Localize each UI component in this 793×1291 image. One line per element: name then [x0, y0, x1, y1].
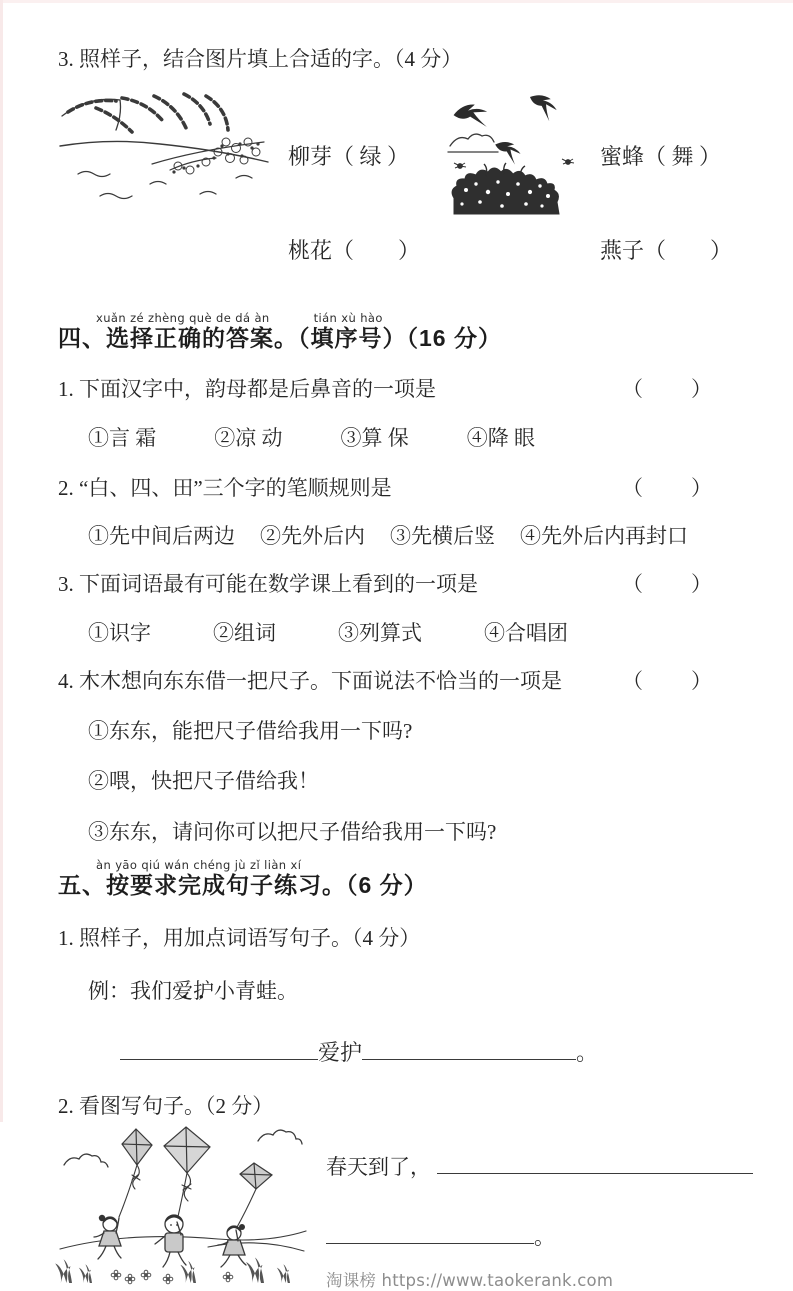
- section4-question-3: [58, 571, 714, 597]
- section-4-pinyin: [96, 312, 753, 325]
- word-pair-taohua: 桃花（ ）: [288, 238, 421, 264]
- answer-blank: （ ）: [622, 572, 714, 597]
- spring-blank-2: [326, 1221, 534, 1244]
- section4-question-4-option-1: ①东东，能把尺子借给我用一下吗?: [88, 719, 413, 744]
- word-pair-mifeng: 蜜蜂（ 舞 ）: [600, 144, 722, 170]
- word-pair-liuya: 柳芽（ 绿 ）: [288, 144, 410, 170]
- option-item: ③先横后竖: [390, 524, 495, 549]
- write-blank-right: [362, 1035, 576, 1059]
- answer-blank: （ ）: [622, 668, 714, 693]
- option-item: ②组词: [213, 620, 276, 645]
- spring-prompt: 春天到了，: [326, 1154, 431, 1179]
- write-blank-left: [120, 1035, 318, 1059]
- section4-question-1-options: [58, 425, 753, 451]
- spring-sentence-area: [308, 1125, 753, 1291]
- answer-blank: （ ）: [622, 377, 714, 402]
- section-4-pinyin-left: xuǎn zé zhèng què de dá àn: [96, 311, 270, 326]
- question-3-picture-row: [58, 84, 753, 306]
- option-item: ②凉 动: [214, 425, 283, 450]
- willow-pond-illustration: [58, 84, 274, 212]
- section-4-title: 四、选择正确的答案。（填序号）（16 分）: [58, 324, 502, 351]
- example-prefix: 例：我们: [88, 979, 172, 1004]
- option-item: ①先中间后两边: [88, 524, 235, 549]
- question-text: 4. 木木想向东东借一把尺子。下面说法不恰当的一项是: [58, 668, 562, 693]
- section-4-pinyin-right: tián xù hào: [313, 311, 383, 326]
- section5-question-2-title: 2. 看图写句子。（2 分）: [58, 1093, 274, 1118]
- section4-question-4-option-3: ③东东，请问你可以把尺子借给我用一下吗?: [88, 819, 497, 844]
- site-credit: 淘课榜 https://www.taokerank.com: [326, 1270, 614, 1290]
- answer-blank: （ ）: [622, 475, 714, 500]
- option-item: ④降 眼: [466, 425, 535, 450]
- question-3-title: 3. 照样子，结合图片填上合适的字。（4 分）: [58, 47, 463, 71]
- option-item: ①识字: [88, 620, 151, 645]
- section-5-pinyin: àn yāo qiú wán chéng jù zǐ liàn xí: [96, 857, 302, 872]
- spring-period: 。: [534, 1224, 555, 1249]
- swallows-flowers-illustration: [446, 84, 588, 216]
- section4-question-2: [58, 475, 714, 501]
- sentence-period: 。: [576, 1039, 599, 1065]
- question-text: 2. “白、四、田”三个字的笔顺规则是: [58, 475, 392, 500]
- section4-question-2-options: [58, 523, 753, 549]
- spring-sentence-line-1: [326, 1151, 753, 1181]
- option-item: ③列算式: [338, 620, 422, 645]
- question-text: 1. 下面汉字中，韵母都是后鼻音的一项是: [58, 377, 436, 402]
- word-pair-yanzi: 燕子（ ）: [600, 238, 733, 264]
- section5-question-2-block: [58, 1125, 753, 1291]
- example-suffix: 小青蛙。: [214, 979, 298, 1004]
- spring-sentence-line-2: [326, 1221, 753, 1251]
- option-item: ③算 保: [340, 425, 409, 450]
- children-flying-kites-illustration: [58, 1125, 308, 1285]
- word-pair-column-right: [600, 84, 750, 306]
- question-text: 3. 下面词语最有可能在数学课上看到的一项是: [58, 572, 478, 597]
- example-sentence: [58, 975, 753, 1005]
- section5-question-1-title: 1. 照样子，用加点词语写句子。（4 分）: [58, 926, 421, 951]
- word-pair-column-left: [288, 84, 440, 306]
- option-item: ④先外后内再封口: [520, 524, 688, 549]
- section4-question-1: [58, 376, 714, 402]
- option-item: ①言 霜: [88, 425, 157, 450]
- option-item: ②先外后内: [260, 524, 365, 549]
- sentence-writing-line: [58, 1035, 753, 1066]
- section4-question-4-option-2: ②喂，快把尺子借给我！: [88, 769, 319, 794]
- example-emphasized-word: 爱护 • •: [172, 975, 214, 1005]
- section-5-title: 五、按要求完成句子练习。（6 分）: [58, 871, 428, 898]
- blank-middle-word: 爱护: [318, 1039, 363, 1065]
- section4-question-3-options: [58, 620, 753, 646]
- option-item: ④合唱团: [484, 620, 568, 645]
- spring-blank-1: [437, 1151, 753, 1174]
- section4-question-4: [58, 668, 714, 694]
